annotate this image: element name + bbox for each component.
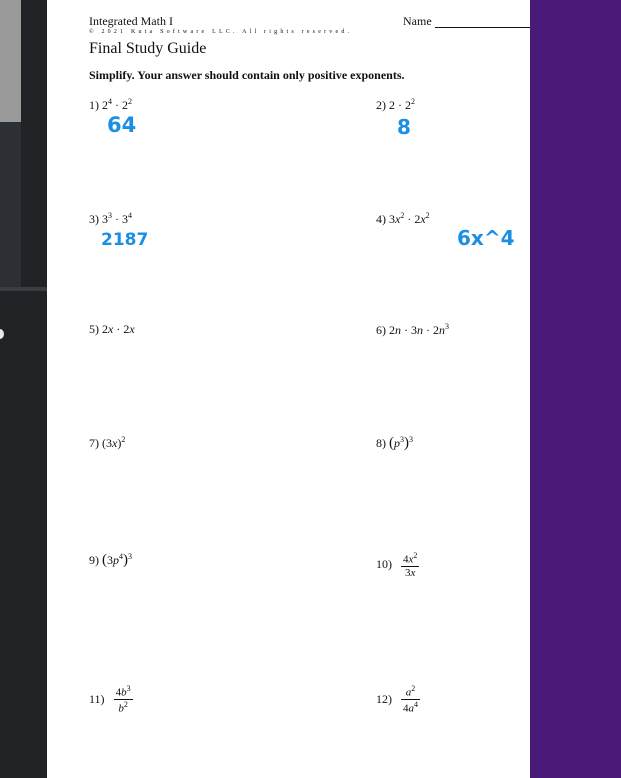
problem-number: 8)	[376, 436, 386, 450]
problem-2: 2) $2 \cdot 2^2$	[376, 97, 415, 112]
instructions: Simplify. Your answer should contain only positive exponents.	[89, 68, 405, 82]
problem-number: 4)	[376, 212, 386, 226]
sidebar-thumbnail[interactable]	[0, 0, 21, 122]
right-background	[530, 0, 621, 778]
copyright-line: © 2021 Kuta Software LLC. All rights reserved.	[89, 29, 353, 35]
handwritten-answer-3: 2187	[101, 230, 149, 250]
problem-3: 3) $3^3 \cdot 3^4$	[89, 211, 132, 226]
name-label: Name	[403, 14, 432, 28]
name-blank-line	[435, 27, 530, 28]
sidebar-divider	[0, 287, 47, 291]
problem-number: 6)	[376, 323, 386, 337]
handwritten-answer-4: 6x^4	[457, 226, 515, 250]
problem-number: 7)	[89, 436, 99, 450]
problem-number: 1)	[89, 98, 99, 112]
problem-8: 8) $(p^3)^3$	[376, 435, 413, 451]
problem-number: 12)	[376, 691, 392, 706]
problem-1: 1) $2^4 \cdot 2^2$	[89, 97, 132, 112]
sidebar-scroll-handle[interactable]	[0, 329, 4, 339]
problem-4: 4) $3x^2 \cdot 2x^2$	[376, 211, 430, 226]
problem-5: 5) 2x · 2x	[89, 322, 135, 336]
sidebar-panel	[0, 122, 21, 287]
left-sidebar	[0, 0, 47, 778]
handwritten-answer-2: 8	[397, 115, 411, 139]
fraction: $\frac{4b^3}{b^2}$	[115, 684, 131, 715]
problem-number: 3)	[89, 212, 99, 226]
problem-number: 9)	[89, 553, 99, 567]
problem-number: 11)	[89, 691, 105, 706]
problem-number: 5)	[89, 322, 99, 336]
problem-10	[376, 551, 419, 579]
course-name: Integrated Math I	[89, 14, 173, 28]
problem-number: 2)	[376, 98, 386, 112]
handwritten-answer-1: 64	[107, 113, 137, 137]
problem-7: 7) $(3x)^2$	[89, 435, 126, 450]
problem-9: 9) $(3p^4)^3$	[89, 552, 132, 568]
fraction: $\frac{4x^2}{3x}$	[403, 551, 418, 579]
worksheet-title: Final Study Guide	[89, 40, 207, 57]
problem-number: 10)	[376, 557, 392, 572]
problem-6: 6) $2n \cdot 3n \cdot 2n^3$	[376, 322, 449, 337]
problem-12	[376, 684, 420, 714]
problem-11	[89, 684, 133, 714]
fraction: $\frac{a^2}{4a^4}$	[403, 684, 418, 715]
